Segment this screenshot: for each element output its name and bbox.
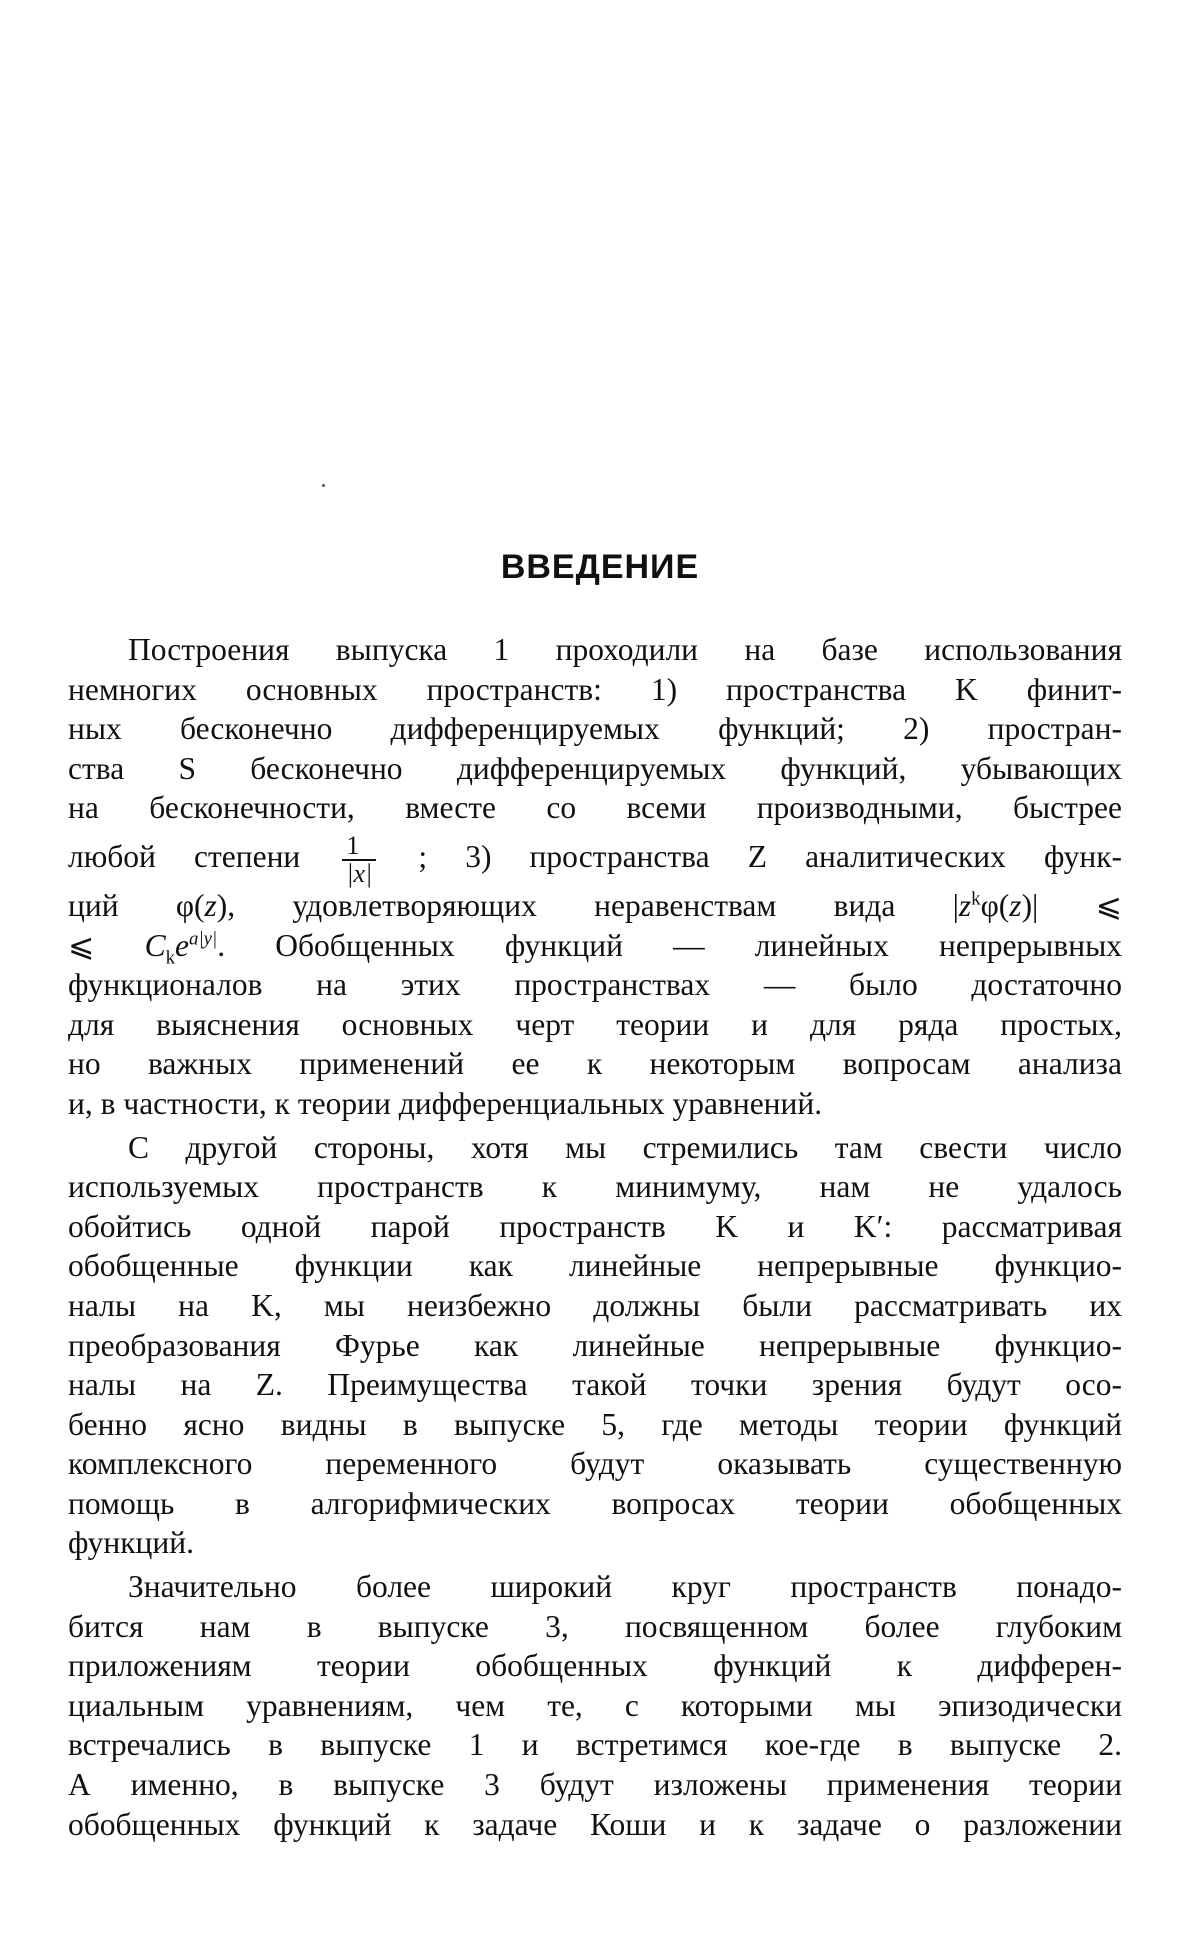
paragraph-2 [68,1128,1122,1564]
text-line: приложениям теории обобщенных функций к дифферен- [68,1648,1122,1684]
text-line: обойтись одной парой пространств K и K′: рассматривая [68,1208,1122,1244]
text-line: комплексного переменного будут оказывать существенную [68,1446,1122,1482]
text-line: используемых пространств к минимуму, нам не удалось [68,1169,1122,1205]
text-line: бенно ясно видны в выпуске 5, где методы теории функций [68,1406,1122,1442]
paragraph-1 [68,630,1122,1124]
text-segment: любой степени [68,838,301,874]
text-segment: ций φ( [68,887,205,923]
text-line: Значительно более широкий круг пространств понадо- [128,1569,1122,1605]
text-line-with-fraction [68,828,1122,886]
text-segment: ⩽ [68,927,145,963]
text-segment: ; 3) пространства Z аналитических функ- [418,838,1122,874]
text-line: и, в частности, к теории дифференциальных уравнений. [68,1085,823,1121]
text-line: функционалов на этих пространствах — было достаточно [68,967,1122,1003]
text-line: С другой стороны, хотя мы стремились там свести число [128,1129,1122,1165]
text-line: бится нам в выпуске 3, посвященном более глубоким [68,1608,1122,1644]
math-var: z [1009,887,1022,923]
page-heading: ВВЕДЕНИЕ [500,548,700,586]
math-exponent: k [971,888,981,910]
body-text [68,630,1122,1848]
math-var: z [204,887,217,923]
text-line: помощь в алгорифмических вопросах теории обобщенных [68,1485,1122,1521]
math-exponent: a|y| [189,928,218,950]
text-line: функций. [68,1525,194,1561]
text-line: для выяснения основных черт теории и для ряда простых, [68,1006,1122,1042]
text-line-formula [68,886,1122,926]
text-segment: φ( [980,887,1010,923]
text-line: ных бесконечно дифференцируемых функций; 2) простран- [68,711,1122,747]
math-var: e [175,927,190,963]
text-line: преобразования Фурье как линейные непрерывные функцио- [68,1327,1122,1363]
text-line: но важных применений ее к некоторым вопросам анализа [68,1046,1122,1082]
text-line: немногих основных пространств: 1) пространства K финит- [68,671,1122,707]
fraction-numerator: 1 [342,833,376,861]
text-segment: . Обобщенных функций — линейных непрерывных [217,927,1122,963]
text-line: налы на Z. Преимущества такой точки зрения будут осо- [68,1367,1122,1403]
fraction [342,830,376,888]
text-segment: ), удовлетворяющих неравенствам вида | [216,887,959,923]
text-line: ства S бесконечно дифференцируемых функций, убывающих [68,750,1122,786]
text-line: циальным уравнениям, чем те, с которыми мы эпизодически [68,1687,1122,1723]
text-line: налы на K, мы неизбежно должны были рассматривать их [68,1287,1122,1323]
text-line: встречались в выпуске 1 и встретимся кое-где в выпуске 2. [68,1727,1122,1763]
math-var: z [958,887,972,923]
text-line: на бесконечности, вместе со всеми производными, быстрее [68,790,1122,826]
math-subscript: k [165,946,176,968]
print-speck [322,484,325,487]
text-line: обобщенные функции как линейные непрерывные функцио- [68,1248,1122,1284]
text-line-formula [68,926,1122,966]
text-line: обобщенных функций к задаче Коши и к задаче о разложении [68,1806,1122,1842]
math-var: C [144,927,166,963]
fraction-denominator: |x| [346,858,373,888]
text-line: А именно, в выпуске 3 будут изложены применения теории [68,1767,1122,1803]
text-segment: )| ⩽ [1021,887,1122,923]
text-line: Построения выпуска 1 проходили на базе использования [128,632,1122,667]
paragraph-3 [68,1567,1122,1844]
